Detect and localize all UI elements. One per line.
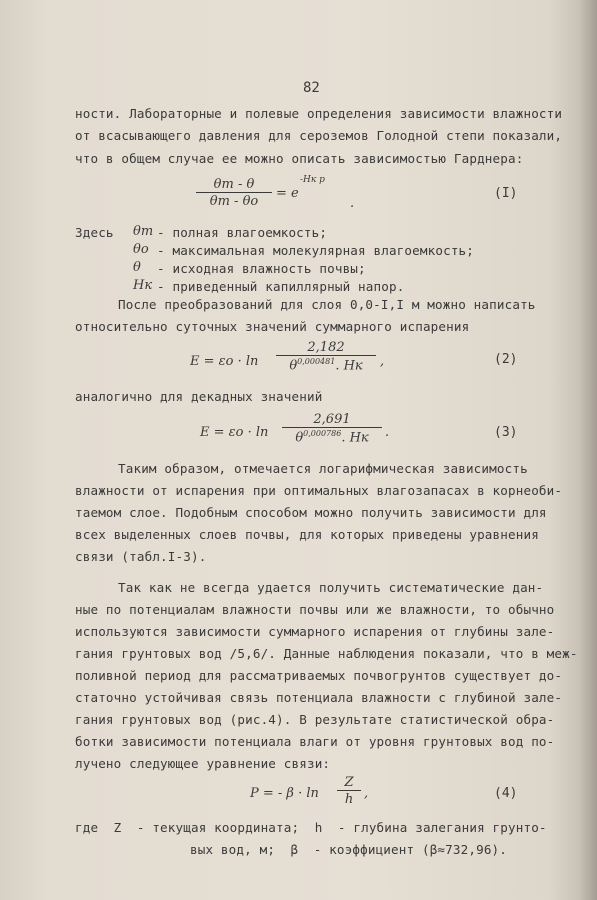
definitions-intro: Здесь: [75, 225, 114, 240]
equation-2-denominator: [276, 356, 376, 373]
equation-4-tail: ,: [364, 786, 369, 801]
definition-symbol: Hк: [133, 278, 153, 293]
definition-text: - максимальная молекулярная влагоемкость;: [157, 243, 475, 258]
equation-4-fraction: [337, 775, 361, 807]
text-line: где Z - текущая координата; h - глубина залегания грунто-: [75, 820, 547, 835]
text-line: что в общем случае ее можно описать зависимостью Гарднера:: [75, 151, 524, 166]
equation-2-number: (2): [494, 352, 518, 367]
definition-symbol: θ: [133, 260, 141, 275]
definition-symbol: θo: [133, 242, 149, 257]
definition-text: - исходная влажность почвы;: [157, 261, 366, 276]
equation-3-fraction: [282, 412, 382, 445]
equation-1-rhs: = e: [276, 186, 299, 201]
equation-2-tail: ,: [380, 354, 385, 369]
equation-2-numerator: 2,182: [276, 340, 376, 356]
equation-3-theta: θ: [295, 430, 304, 446]
equation-1-number: (I): [494, 186, 518, 201]
equation-4-lhs: P = - β · ln: [250, 786, 319, 801]
text-line: всех выделенных слоев почвы, для которых приведены уравнения: [75, 527, 539, 542]
equation-1-denominator: θm - θo: [209, 194, 259, 209]
text-line: гания грунтовых вод /5,6/. Данные наблюдения показали, что в меж-: [75, 646, 578, 661]
page-number: 82: [303, 80, 320, 96]
text-line: используются зависимости суммарного испарения от глубины зале-: [75, 624, 555, 639]
text-line: статочно устойчивая связь потенциала влажности с глубиной зале-: [75, 690, 563, 705]
equation-2-exponent: 0,000481: [297, 357, 336, 366]
equation-3-denominator: [282, 428, 382, 445]
equation-3-tail: .: [385, 425, 390, 440]
equation-1-tail: .: [350, 196, 355, 211]
text-line: вых вод, м; β - коэффициент (β≈732,96).: [190, 842, 508, 857]
text-line: ботки зависимости потенциала влаги от уровня грунтовых вод по-: [75, 734, 555, 749]
equation-1-exponent: -Hк p: [300, 175, 325, 185]
equation-4-numerator: Z: [337, 775, 361, 791]
text-line: связи (табл.I-3).: [75, 549, 207, 564]
text-line: Так как не всегда удается получить систематические дан-: [118, 580, 544, 595]
text-line: относительно суточных значений суммарного испарения: [75, 319, 470, 334]
definition-text: - приведенный капиллярный напор.: [157, 279, 405, 294]
text-line: ные по потенциалам влажности почвы или же влажности, то обычно: [75, 602, 555, 617]
equation-3-den-tail: . Hк: [341, 430, 369, 446]
text-line: влажности от испарения при оптимальных влагозапасах в корнеоби-: [75, 483, 563, 498]
definition-symbol: θm: [133, 224, 154, 239]
text-line: от всасывающего давления для сероземов Голодной степи показали,: [75, 128, 563, 143]
equation-2-lhs: E = εo · ln: [190, 354, 259, 369]
equation-3-lhs: E = εo · ln: [200, 425, 269, 440]
equation-2-den-tail: . Hк: [335, 358, 363, 374]
definition-text: - полная влагоемкость;: [157, 225, 328, 240]
equation-1-fraction: [196, 177, 272, 209]
text-line: поливной период для рассматриваемых почвогрунтов существует до-: [75, 668, 563, 683]
equation-2-theta: θ: [289, 358, 298, 374]
equation-2-fraction: [276, 340, 376, 373]
text-line: гания грунтовых вод (рис.4). В результате статистической обра-: [75, 712, 555, 727]
text-line: аналогично для декадных значений: [75, 389, 323, 404]
equation-3-numerator: 2,691: [282, 412, 382, 428]
text-line: После преобразований для слоя 0,0-I,I м можно написать: [118, 297, 536, 312]
text-line: таемом слое. Подобным способом можно получить зависимости для: [75, 505, 547, 520]
text-line: лучено следующее уравнение связи:: [75, 756, 331, 771]
equation-3-number: (3): [494, 425, 518, 440]
equation-1-numerator: θm - θ: [196, 177, 272, 193]
equation-4-number: (4): [494, 786, 518, 801]
text-line: Таким образом, отмечается логарифмическая зависимость: [118, 461, 528, 476]
equation-4-denominator: h: [344, 792, 354, 807]
equation-3-exponent: 0,000786: [303, 429, 342, 438]
page-shadow-edge: [579, 0, 597, 900]
text-line: ности. Лабораторные и полевые определения зависимости влажности: [75, 106, 563, 121]
